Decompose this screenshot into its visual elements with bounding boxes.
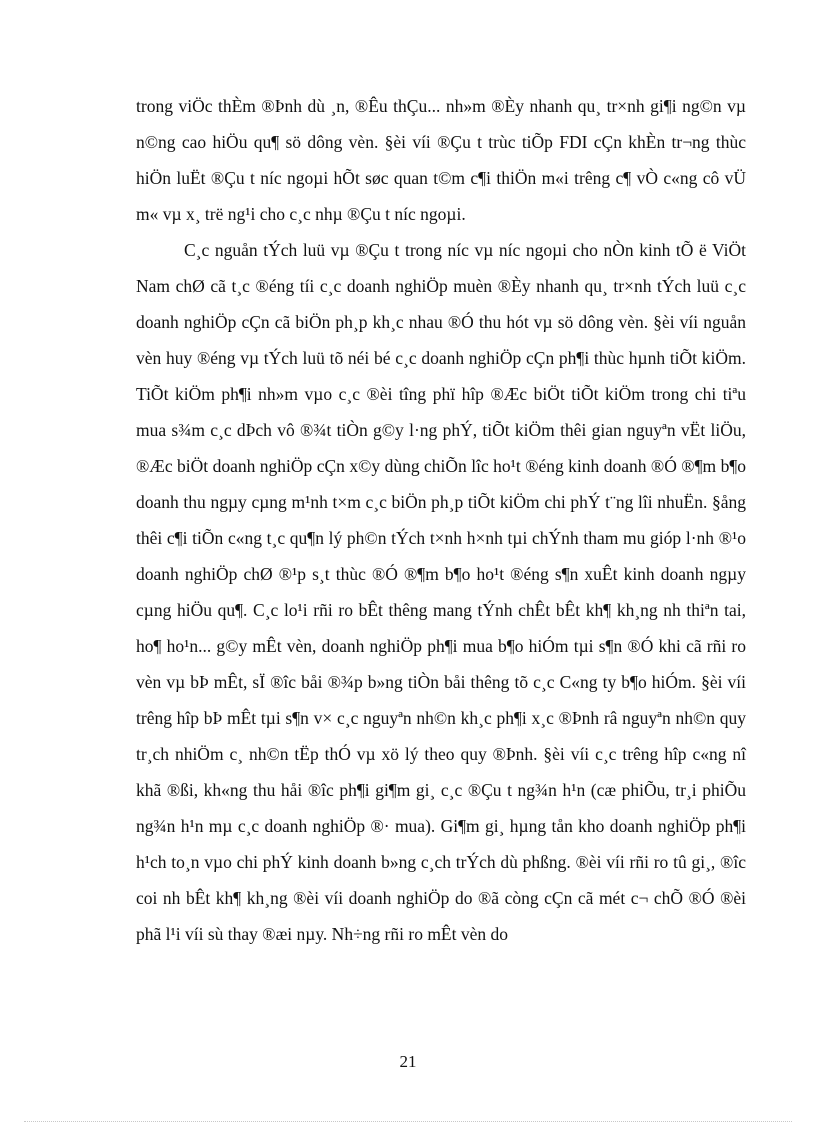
body-text: [136, 88, 746, 952]
paragraph-continued: trong viÖc thÈm ®Þnh dù ¸n, ®Êu thÇu... nh»m ®Èy nhanh qu¸ tr×nh gi¶i ng©n vµ n©ng cao hiÖu qu¶ sö dông vèn. §èi víi ®Çu t trùc tiÕp FDI cÇn khÈn tr¬ng thùc hiÖn luËt ®Çu t níc ngoµi hÕt søc quan t©m c¶i thiÖn m«i trêng c¶ vÒ c«ng cô vÜ m« vµ x¸ trë ng¹i cho c¸c nhµ ®Çu t níc ngoµi.: [136, 96, 746, 224]
page-bottom-divider: [24, 1121, 792, 1122]
paragraph-capital-sources: C¸c nguån tÝch luü vµ ®Çu t trong níc vµ níc ngoµi cho nÒn kinh tÕ ë ViÖt Nam chØ cã t¸c ®éng tíi c¸c doanh nghiÖp muèn ®Èy nhanh qu¸ tr×nh tÝch luü c¸c doanh nghiÖp cÇn cã biÖn ph¸p kh¸c nhau ®Ó thu hót vµ sö dông vèn. §èi víi nguån vèn huy ®éng vµ tÝch luü tõ néi bé c¸c doanh nghiÖp cÇn ph¶i thùc hµnh tiÕt kiÖm. TiÕt kiÖm ph¶i nh»m vµo c¸c ®èi tîng phï hîp ®Æc biÖt tiÕt kiÖm trong chi tiªu mua s¾m c¸c dÞch vô ®¾t tiÒn g©y l·ng phÝ, tiÕt kiÖm thêi gian nguyªn vËt liÖu, ®Æc biÖt doanh nghiÖp cÇn x©y dùng chiÕn lîc ho¹t ®éng kinh doanh ®Ó ®¶m b¶o doanh thu ngµy cµng m¹nh t×m c¸c biÖn ph¸p tiÕt kiÖm chi phÝ t¨ng lîi nhuËn. §ång thêi c¶i tiÕn c«ng t¸c qu¶n lý ph©n tÝch t×nh h×nh tµi chÝnh tham mu gióp l·nh ®¹o doanh nghiÖp chØ ®¹p s¸t thùc ®Ó ®¶m b¶o ho¹t ®éng s¶n xuÊt kinh doanh ngµy cµng hiÖu qu¶. C¸c lo¹i rñi ro bÊt thêng mang tÝnh chÊt bÊt kh¶ kh¸ng nh thiªn tai, ho¶ ho¹n... g©y mÊt vèn, doanh nghiÖp ph¶i mua b¶o hiÓm tµi s¶n ®Ó khi cã rñi ro vèn vµ bÞ mÊt, sÏ ®îc båi ®¾p b»ng tiÒn båi thêng tõ c¸c C«ng ty b¶o hiÓm. §èi víi trêng hîp bÞ mÊt tµi s¶n v× c¸c nguyªn nh©n kh¸c ph¶i x¸c ®Þnh râ nguyªn nh©n quy tr¸ch nhiÖm c¸ nh©n tËp thÓ vµ xö lý theo quy ®Þnh. §èi víi c¸c trêng hîp c«ng nî khã ®ßi, kh«ng thu håi ®îc ph¶i gi¶m gi¸ c¸c ®Çu t ng¾n h¹n (cæ phiÕu, tr¸i phiÕu ng¾n h¹n mµ c¸c doanh nghiÖp ®· mua). Gi¶m gi¸ hµng tån kho doanh nghiÖp ph¶i h¹ch to¸n vµo chi phÝ kinh doanh b»ng c¸ch trÝch dù phßng. ®èi víi rñi ro tû gi¸, ®îc coi nh bÊt kh¶ kh¸ng ®èi víi doanh nghiÖp do ®ã còng cÇn cã mét c¬ chÕ ®Ó ®èi phã l¹i víi sù thay ®æi nµy. Nh÷ng rñi ro mÊt vèn do: [136, 240, 746, 944]
page-number: 21: [399, 1052, 417, 1071]
